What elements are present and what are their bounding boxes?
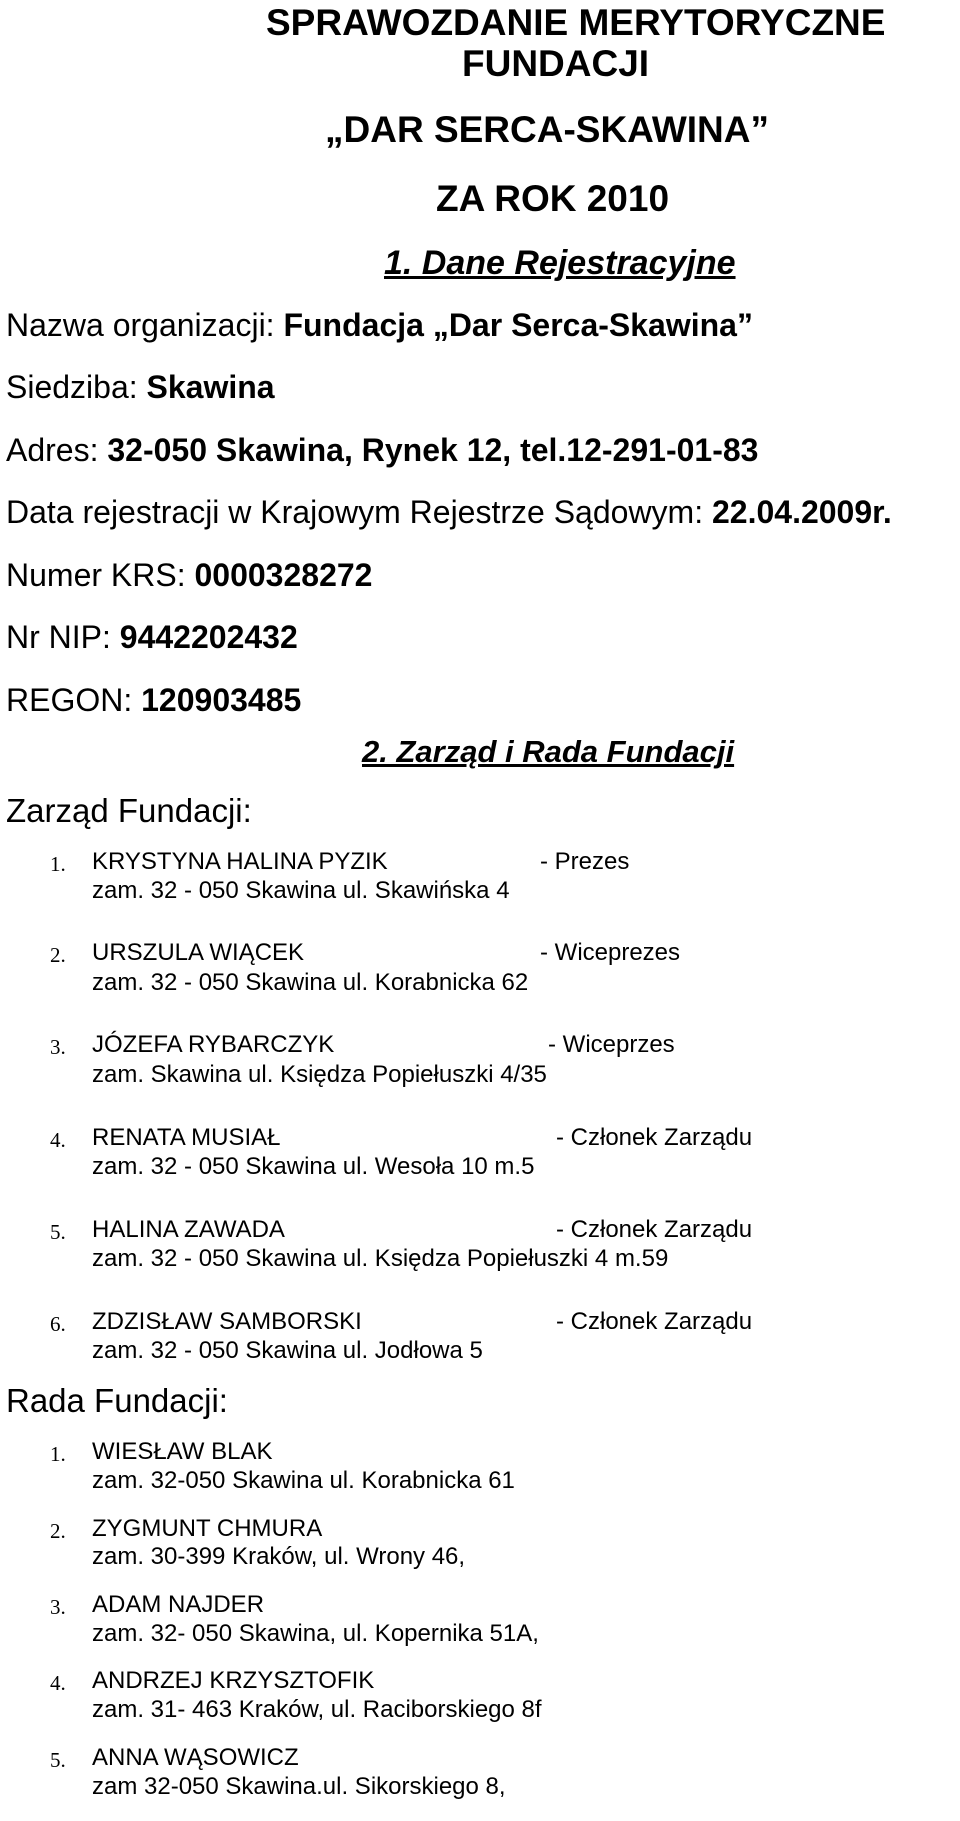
info-seat — [6, 371, 275, 403]
member-address: zam. 32 - 050 Skawina ul. Wesoła 10 m.5 — [92, 1153, 535, 1180]
supervisory-board-heading: Rada Fundacji: — [6, 1382, 228, 1419]
info-label: REGON: — [6, 682, 142, 718]
member-role: - Prezes — [540, 848, 630, 875]
member-address: zam. 32 - 050 Skawina ul. Korabnicka 62 — [92, 969, 529, 996]
member-role: - Wiceprezes — [540, 939, 681, 966]
member-name: ANDRZEJ KRZYSZTOFIK — [92, 1667, 375, 1694]
member-name: ZYGMUNT CHMURA — [92, 1515, 323, 1542]
member-role: - Członek Zarządu — [556, 1124, 753, 1151]
info-org-name — [6, 309, 753, 341]
member-address: zam. 32 - 050 Skawina ul. Księdza Popiełuszki 4 m.59 — [92, 1245, 669, 1272]
member-number: 3. — [50, 1035, 66, 1059]
report-title-line2: FUNDACJI — [462, 43, 650, 84]
info-nip — [6, 621, 298, 653]
member-number: 4. — [50, 1128, 66, 1152]
foundation-name-title: „DAR SERCA-SKAWINA” — [325, 109, 769, 150]
member-role: - Wiceprzes — [548, 1031, 675, 1058]
info-label: Adres: — [6, 432, 108, 468]
member-name: RENATA MUSIAŁ — [92, 1124, 281, 1151]
info-value: 9442202432 — [119, 619, 298, 655]
report-title: SPRAWOZDANIE MERYTORYCZNE — [266, 2, 886, 43]
info-registration-date — [6, 496, 892, 528]
member-address: zam. 32-050 Skawina ul. Korabnicka 61 — [92, 1467, 515, 1494]
info-value: 22.04.2009r. — [711, 494, 892, 530]
member-role: - Członek Zarządu — [556, 1308, 753, 1335]
member-number: 3. — [50, 1595, 66, 1619]
member-role: - Członek Zarządu — [556, 1216, 753, 1243]
info-address — [6, 434, 758, 466]
member-name: ANNA WĄSOWICZ — [92, 1744, 299, 1771]
info-value: 0000328272 — [194, 557, 373, 593]
report-year: ZA ROK 2010 — [436, 178, 670, 219]
info-label: Siedziba: — [6, 369, 147, 405]
member-number: 2. — [50, 1519, 66, 1543]
member-name: HALINA ZAWADA — [92, 1216, 285, 1243]
info-label: Numer KRS: — [6, 557, 195, 593]
member-name: ADAM NAJDER — [92, 1591, 265, 1618]
info-value: 32-050 Skawina, Rynek 12, tel.12-291-01-83 — [107, 432, 759, 468]
member-address: zam. Skawina ul. Księdza Popiełuszki 4/35 — [92, 1061, 547, 1088]
member-number: 1. — [50, 1442, 66, 1466]
member-name: WIESŁAW BLAK — [92, 1438, 273, 1465]
info-krs — [6, 559, 372, 591]
member-address: zam. 32 - 050 Skawina ul. Jodłowa 5 — [92, 1337, 483, 1364]
member-number: 6. — [50, 1312, 66, 1336]
member-name: URSZULA WIĄCEK — [92, 939, 305, 966]
info-regon — [6, 684, 301, 716]
section-registration-heading: 1. Dane Rejestracyjne — [384, 244, 736, 282]
info-value: Fundacja „Dar Serca-Skawina” — [283, 307, 753, 343]
member-name: JÓZEFA RYBARCZYK — [92, 1031, 335, 1058]
info-value: 120903485 — [141, 682, 302, 718]
info-label: Nazwa organizacji: — [6, 307, 284, 343]
member-address: zam. 30-399 Kraków, ul. Wrony 46, — [92, 1543, 466, 1570]
member-address: zam. 32 - 050 Skawina ul. Skawińska 4 — [92, 877, 510, 904]
info-label: Data rejestracji w Krajowym Rejestrze Sądowym: — [6, 494, 712, 530]
member-number: 5. — [50, 1220, 66, 1244]
member-number: 4. — [50, 1671, 66, 1695]
member-number: 5. — [50, 1748, 66, 1772]
management-board-heading: Zarząd Fundacji: — [6, 792, 252, 829]
member-number: 1. — [50, 852, 66, 876]
member-name: ZDZISŁAW SAMBORSKI — [92, 1308, 362, 1335]
section-board-heading: 2. Zarząd i Rada Fundacji — [362, 734, 735, 769]
member-number: 2. — [50, 943, 66, 967]
info-label: Nr NIP: — [6, 619, 120, 655]
member-address: zam. 31- 463 Kraków, ul. Raciborskiego 8f — [92, 1696, 542, 1723]
member-address: zam 32-050 Skawina.ul. Sikorskiego 8, — [92, 1773, 506, 1800]
member-address: zam. 32- 050 Skawina, ul. Kopernika 51A, — [92, 1620, 539, 1647]
member-name: KRYSTYNA HALINA PYZIK — [92, 848, 388, 875]
info-value: Skawina — [146, 369, 275, 405]
